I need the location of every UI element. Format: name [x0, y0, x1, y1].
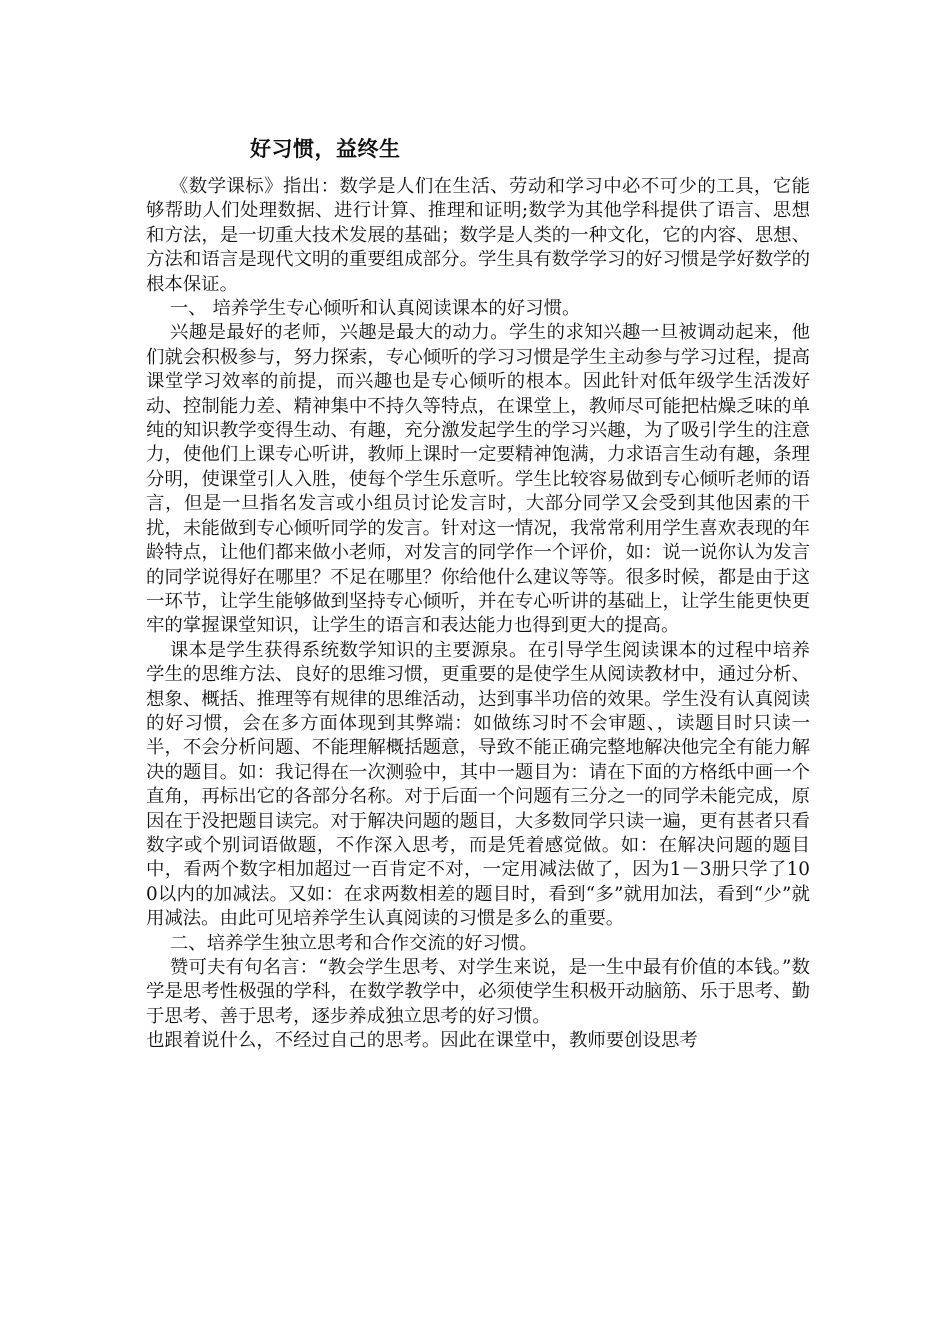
paragraph-fragment: 也跟着说什么，不经过自己的思考。因此在课堂中，教师要创设思考	[146, 1030, 698, 1052]
paragraph-textbook: 课本是学生获得系统数学知识的主要源泉。在引导学生阅读课本的过程中培养学生的思维方法、良好的思维习惯，更重要的是使学生从阅读教材中，通过分析、想象、概括、推理等有规律的思维活动，达到事半功倍的效果。学生没有认真阅读的好习惯，会在多方面体现到其弊端：如做练习时不会审题、，读题目时只读一半，不会分析问题、不能理解概括题意，导致不能正确完整地解决他完全有能力解决的题目。如：我记得在一次测验中，其中一题目为：请在下面的方格纸中画一个直角，再标出它的各部分名称。对于后面一个问题有三分之一的同学未能完成，原因在于没把题目读完。对于解决问题的题目，大多数同学只读一遍，更有甚者只看数字或个别词语做题，不作深入思考，而是凭着感觉做。如：在解决问题的题目中，看两个数字相加超过一百肯定不对，一定用减法做了，因为1－3册只学了100以内的加减法。又如：在求两数相差的题目时，看到“多”就用加法，看到“少”就用减法。由此可见培养学生认真阅读的习惯是多么的重要。	[146, 639, 810, 930]
paragraph-thinking: 赞可夫有句名言：“教会学生思考、对学生来说，是一生中最有价值的本钱。”数学是思考性极强的学科，在数学教学中，必须使学生积极开动脑筋、乐于思考、勤于思考、善于思考，逐步养成独立思考的好习惯。	[146, 957, 810, 1027]
document-title: 好习惯，益终生	[250, 137, 401, 161]
paragraph-interest: 兴趣是最好的老师，兴趣是最大的动力。学生的求知兴趣一旦被调动起来，他们就会积极参与，努力探索，专心倾听的学习习惯是学生主动参与学习过程，提高课堂学习效率的前提，而兴趣也是专心倾听的根本。因此针对低年级学生活泼好动、控制能力差、精神集中不持久等特点，在课堂上，教师尽可能把枯燥乏味的单纯的知识教学变得生动、有趣，充分激发起学生的学习兴趣，为了吸引学生的注意力，使他们上课专心听讲，教师上课时一定要精神饱满，力求语言生动有趣，条理分明，使课堂引人入胜，使每个学生乐意听。学生比较容易做到专心倾听老师的语言，但是一旦指名发言或小组员讨论发言时，大部分同学又会受到其他因素的干扰，未能做到专心倾听同学的发言。针对这一情况，我常常利用学生喜欢表现的年龄特点，让他们都来做小老师，对发言的同学作一个评价，如：说一说你认为发言的同学说得好在哪里？不足在哪里？你给他什么建议等等。很多时候，都是由于这一环节，让学生能够做到坚持专心倾听，并在专心听讲的基础上，让学生能更快更牢的掌握课堂知识，让学生的语言和表达能力也得到更大的提高。	[146, 322, 810, 637]
section-heading-1: 一、 培养学生专心倾听和认真阅读课本的好习惯。	[169, 298, 581, 320]
section-heading-2: 二、培养学生独立思考和合作交流的好习惯。	[169, 932, 538, 954]
paragraph-intro: 《数学课标》指出：数学是人们在生活、劳动和学习中必不可少的工具，它能够帮助人们处理数据、进行计算、推理和证明;数学为其他学科提供了语言、思想和方法，是一切重大技术发展的基础；数学是人类的一种文化，它的内容、思想、方法和语言是现代文明的重要组成部分。学生具有数学学习的好习惯是学好数学的根本保证。	[146, 176, 810, 295]
document-body	[146, 175, 810, 1054]
